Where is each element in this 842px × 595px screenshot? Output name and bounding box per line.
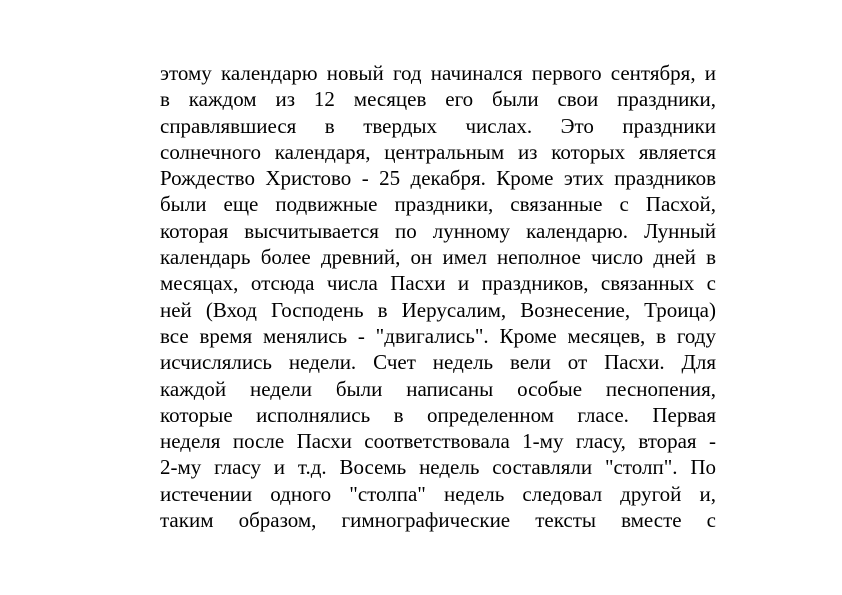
text-line-13: каждой недели были написаны особые песнопения,	[160, 376, 716, 401]
text-line-16: 2-му гласу и т.д. Восемь недель составляли "столп". По	[160, 455, 716, 480]
text-line-12: исчислялись недели. Счет недель вели от Пасхи. Для	[160, 350, 716, 375]
text-line-17: истечении одного "столпа" недель следовал другой и,	[160, 481, 716, 506]
text-line-4: солнечного календаря, центральным из которых является	[160, 139, 716, 164]
text-line-3: справлявшиеся в твердых числах. Это праздники	[160, 113, 716, 138]
text-line-14: которые исполнялись в определенном гласе. Первая	[160, 402, 716, 427]
text-line-2: в каждом из 12 месяцев его были свои праздники,	[160, 87, 716, 112]
text-line-11: все время менялись - "двигались". Кроме месяцев, в году	[160, 323, 716, 348]
text-line-9: месяцах, отсюда числа Пасхи и праздников, связанных с	[160, 271, 716, 296]
text-line-6: были еще подвижные праздники, связанные с Пасхой,	[160, 192, 716, 217]
text-line-10: ней (Вход Господень в Иерусалим, Вознесение, Троица)	[160, 297, 716, 322]
text-line-8: календарь более древний, он имел неполное число дней в	[160, 245, 716, 270]
text-line-7: которая высчитывается по лунному календарю. Лунный	[160, 218, 716, 243]
text-line-5: Рождество Христово - 25 декабря. Кроме этих праздников	[160, 166, 716, 191]
text-line-15: неделя после Пасхи соответствовала 1-му гласу, вторая -	[160, 429, 716, 454]
text-line-18: таким образом, гимнографические тексты вместе с	[160, 508, 716, 533]
body-text	[160, 60, 716, 533]
text-line-1: этому календарю новый год начинался первого сентября, и	[160, 61, 716, 85]
